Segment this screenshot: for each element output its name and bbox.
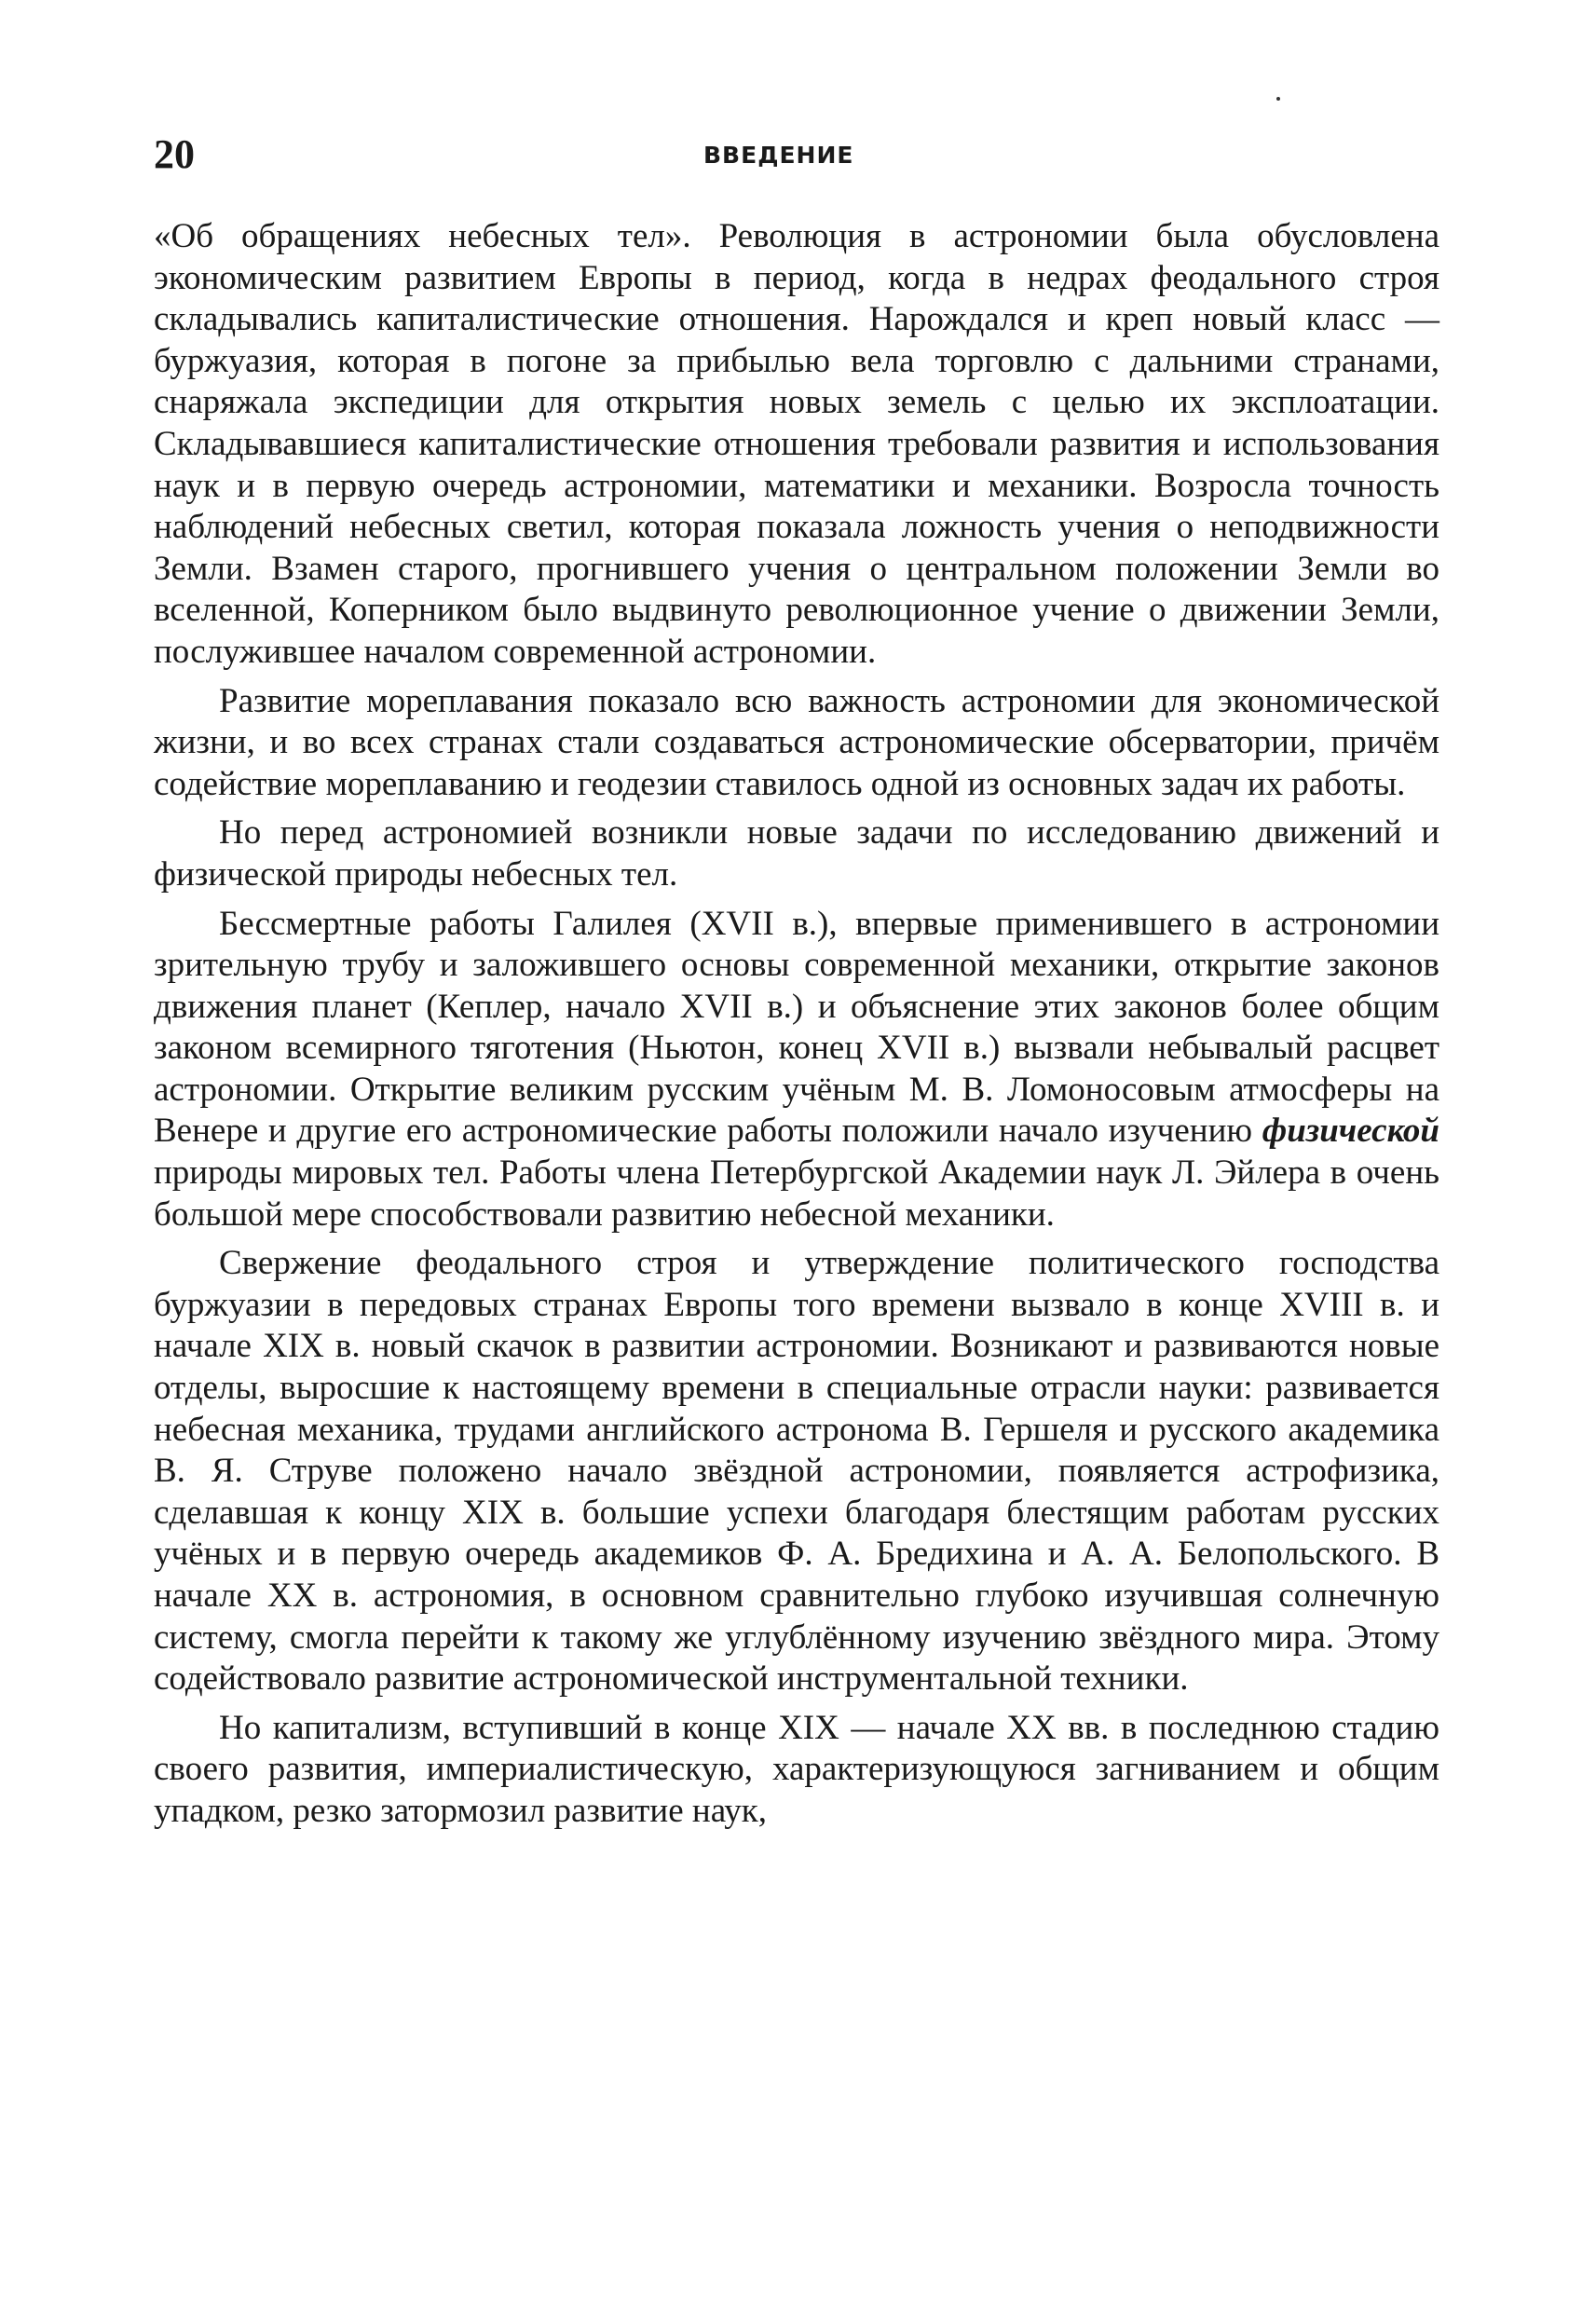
paragraph-revolution: «Об обращениях небесных тел». Революция в астрономии была обусловлена экономическим развитием Европы в период, когда в недрах феодального строя складывались капиталистические отношения. Нарождался и креп новый класс — буржуазия, которая в погоне за прибылью вела торговлю с дальними странами, снаряжала экспедиции для открытия новых земель с целью их эксплоатации. Складывавшиеся капиталистические отношения требовали развития и использования наук и в первую очередь астрономии, математики и механики. Возросла точность наблюдений небесных светил, которая показала ложность учения о неподвижности Земли. Взамен старого, прогнившего учения о центральном положении Земли во вселенной, Коперником было выдвинуто революционное учение о движении Земли, послужившее началом современной астрономии. bbox=[154, 217, 1439, 671]
paragraph-capitalism: Но капитализм, вступивший в конце XIX — начале XX вв. в последнюю стадию своего развития, империалистическую, характеризующуюся загниванием и общим упадком, резко затормозил развитие наук, bbox=[154, 1708, 1439, 1830]
page-header bbox=[154, 130, 1439, 186]
body-text bbox=[154, 216, 1439, 1840]
paragraph-bourgeoisie: Свержение феодального строя и утверждение политического господства буржуазии в передовых странах Европы того времени вызвало в конце XVIII в. и начале XIX в. новый скачок в развитии астрономии. Возникают и развиваются новые отделы, выросшие к настоящему времени в специальные отрасли науки: развивается небесная механика, трудами английского астронома В. Гершеля и русского академика В. Я. Струве положено начало звёздной астрономии, появляется астрофизика, сделавшая к концу XIX в. большие успехи благодаря блестящим работам русских учёных и в первую очередь академиков Ф. А. Бредихина и А. А. Белопольского. В начале XX в. астрономия, в основном сравнительно глубоко изучившая солнечную систему, смогла перейти к такому же углублённому изучению звёздного мира. Этому содействовало развитие астрономической инструментальной техники. bbox=[154, 1244, 1439, 1699]
emphasized-term: физической bbox=[1262, 1112, 1440, 1151]
paragraph-new-tasks: Но перед астрономией возникли новые задачи по исследованию движений и физической природы небесных тел. bbox=[154, 813, 1439, 894]
running-head: ВВЕДЕНИЕ bbox=[703, 142, 854, 169]
page-number: 20 bbox=[154, 131, 195, 177]
galileo-text-after: природы мировых тел. Работы члена Петербургской Академии наук Л. Эйлера в очень большой мере способствовали развитию небесной механики. bbox=[154, 1154, 1439, 1234]
paragraph-galileo bbox=[154, 904, 1439, 1236]
print-speck bbox=[1276, 97, 1280, 101]
paragraph-navigation: Развитие мореплавания показало всю важность астрономии для экономической жизни, и во всех странах стали создаваться астрономические обсерватории, причём содействие мореплаванию и геодезии ставилось одной из основных задач их работы. bbox=[154, 681, 1439, 803]
galileo-text-before: Бессмертные работы Галилея (XVII в.), впервые применившего в астрономии зрительную трубу и заложившего основы современной механики, открытие законов движения планет (Кеплер, начало XVII в.) и объяснение этих законов более общим законом всемирного тяготения (Ньютон, конец XVII в.) вызвали небывалый расцвет астрономии. Открытие великим русским учёным М. В. Ломоносовым атмосферы на Венере и другие его астрономические работы положили начало изучению bbox=[154, 904, 1439, 1151]
